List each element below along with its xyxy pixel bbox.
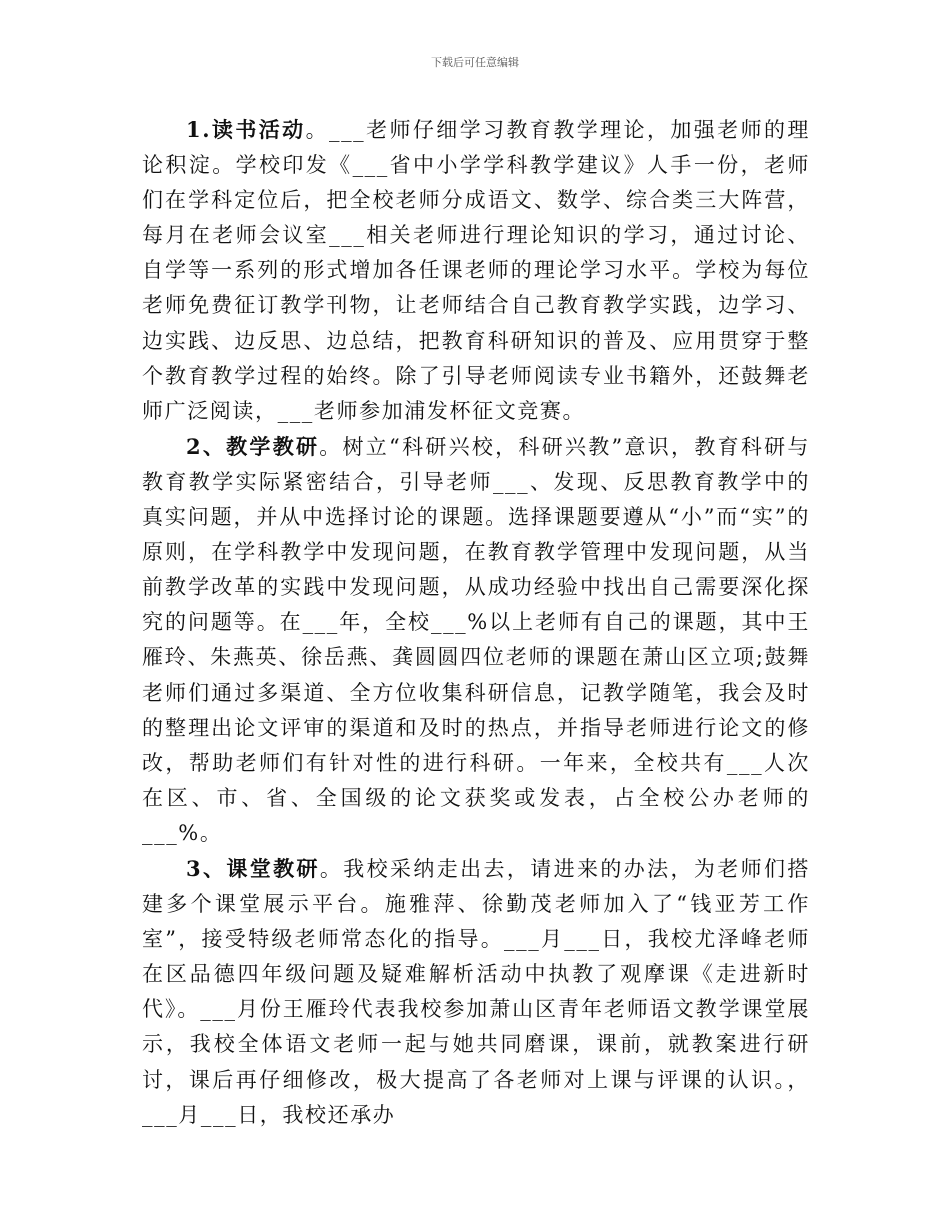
page-header-note: 下载后可任意编辑	[431, 56, 519, 69]
paragraph-classroom-research	[142, 851, 810, 1133]
paragraph-lead: 1.读书活动	[186, 117, 306, 142]
paragraph-text: 。___老师仔细学习教育教学理论，加强老师的理论积淀。学校印发《___省中小学学科教学建议》人手一份，老师们在学科定位后，把全校老师分成语文、数学、综合类三大阵营，每月在老师会议室___相关老师进行理论知识的学习，通过讨论、自学等一系列的形式增加各任课老师的理论学习水平。学校为每位老师免费征订教学刊物，让老师结合自己教育教学实践，边学习、边实践、边反思、边总结，把教育科研知识的普及、应用贯穿于整个教育教学过程的始终。除了引导老师阅读专业书籍外，还鼓舞老师广泛阅读，___老师参加浦发杯征文竞赛。	[142, 118, 810, 423]
paragraph-text: 。我校采纳走出去，请进来的办法，为老师们搭建多个课堂展示平台。施雅萍、徐勤茂老师加入了“钱亚芳工作室”，接受特级老师常态化的指导。___月___日，我校尤泽峰老师在区品德四年级问题及疑难解析活动中执教了观摩课《走进新时代》。___月份王雁玲代表我校参加萧山区青年老师语文教学课堂展示，我校全体语文老师一起与她共同磨课，课前，就教案进行研讨，课后再仔细修改，极大提高了各老师对上课与评课的认识。，___月___日，我校还承办	[142, 856, 810, 1127]
paragraph-text: 。树立“科研兴校，科研兴教”意识，教育科研与教育教学实际紧密结合，引导老师___、发现、反思教育教学中的真实问题，并从中选择讨论的课题。选择课题要遵从“小”而“实”的原则，在学科教学中发现问题，在教育教学管理中发现问题，从当前教学改革的实践中发现问题，从成功经验中找出自己需要深化探究的问题等。在___年，全校___%以上老师有自己的课题，其中王雁玲、朱燕英、徐岳燕、龚圆圆四位老师的课题在萧山区立项;鼓舞老师们通过多渠道、全方位收集科研信息，记教学随笔，我会及时的整理出论文评审的渠道和及时的热点，并指导老师进行论文的修改，帮助老师们有针对性的进行科研。一年来，全校共有___人次在区、市、省、全国级的论文获奖或发表，占全校公办老师的___%。	[142, 434, 811, 845]
document-body	[142, 112, 810, 1133]
paragraph-reading-activities	[142, 112, 810, 429]
paragraph-teaching-research	[142, 429, 810, 851]
paragraph-lead: 2、教学教研	[186, 433, 320, 459]
paragraph-lead: 3、课堂教研	[186, 855, 320, 881]
